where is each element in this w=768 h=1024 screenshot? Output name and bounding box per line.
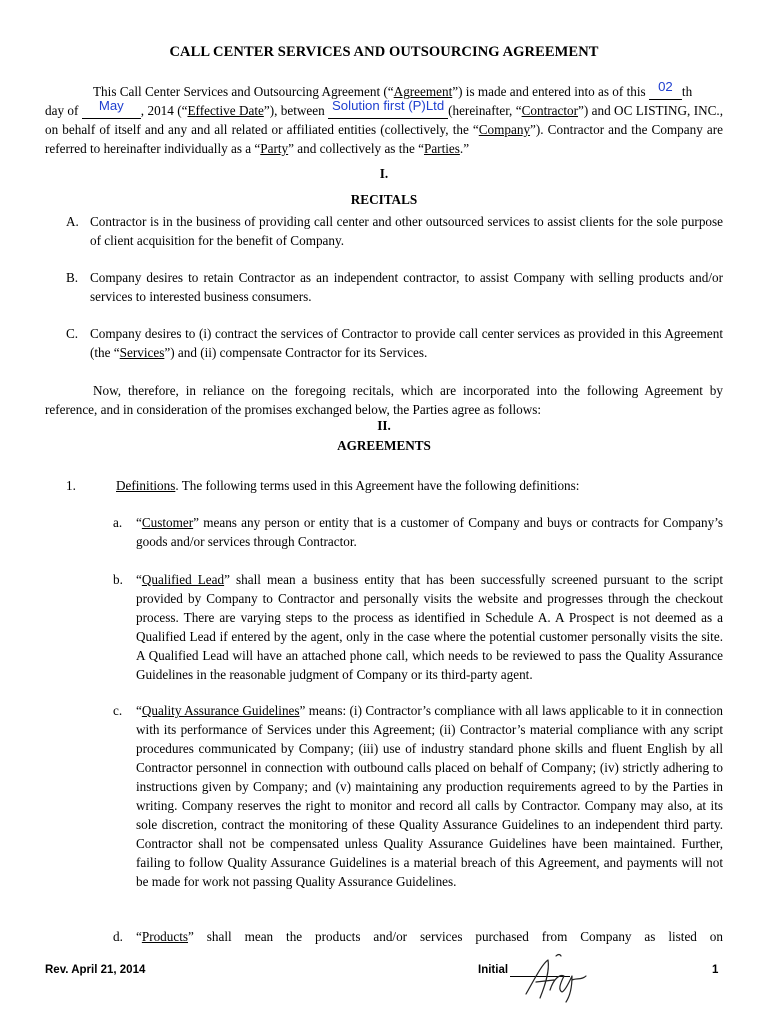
term-parties: Parties [423,141,460,156]
month-field[interactable]: May [82,104,141,119]
revision-date: Rev. April 21, 2014 [45,964,146,976]
term-agreement: Agreement [393,84,453,99]
recital-b: B. Company desires to retain Contractor as an independent contractor, to assist Company with selling products and/or services to interested business consumers. [66,270,723,304]
term-qualified-lead: Qualified Lead [141,572,225,587]
day-field[interactable]: 02 [649,85,682,100]
term-customer: Customer [141,515,194,530]
term-company: Company [478,122,531,137]
term-services: Services [119,345,165,360]
section-heading-agreements: AGREEMENTS [337,438,431,453]
now-therefore-paragraph: Now, therefore, in reliance on the foregoing recitals, which are incorporated into the following Agreement by reference, and in consideration of the promises exchanged below, the Parties agree as follows: [45,383,723,417]
term-quality-assurance-guidelines: Quality Assurance Guidelines [141,703,300,718]
section-heading-recitals: RECITALS [350,192,418,207]
recital-c: C. Company desires to (i) contract the services of Contractor to provide call center services as provided in this Agreement (the “Services”) and (ii) compensate Contractor for its Services. [66,326,723,360]
clause-1: 1. Definitions. The following terms used in this Agreement have the following definitions: [66,478,580,493]
signature-initial-icon [520,950,590,1006]
term-definitions: Definitions [116,478,176,493]
section-numeral-2: II. [377,418,391,433]
term-effective-date: Effective Date [187,103,264,118]
definition-a: a. “Customer” means any person or entity that is a customer of Company and buys or contracts for Company’s goods and/or services through Contractor. [113,515,723,549]
contractor-name-field[interactable]: Solution first (P)Ltd [328,104,448,119]
term-products: Products [141,929,189,944]
definition-d: d. “Products” shall mean the products and/or services purchased from Company as listed on [113,929,723,944]
initial-label: Initial [478,964,509,976]
term-contractor: Contractor [521,103,578,118]
page-number: 1 [712,964,719,976]
definition-c: c. “Quality Assurance Guidelines” means: (i) Contractor’s compliance with all laws applicable to it in connection with its performance of Services under this Agreement; (ii) Contractor’s material compliance with any script procedures communicated by Company; (iii) use of industry standard phone skills and fluent English by all Contractor personnel in connection with outbound calls placed on behalf of Company; (iv) strictly adhering to instructions given by Company; and (v) maintaining any production requirements agreed to by the Parties in writing. Company reserves the right to monitor and record all calls by Contractor. Company may also, at its sole discretion, contract the monitoring of these Quality Assurance Guidelines to an independent third party. Contractor shall not be compensated unless Quality Assurance Guidelines have been maintained. Further, failing to follow Quality Assurance Guidelines is a material breach of this Agreement, and payments will not be made for work not passing Quality Assurance Guidelines. [113,703,723,889]
document-title: CALL CENTER SERVICES AND OUTSOURCING AGREEMENT [169,44,599,60]
term-party: Party [260,141,289,156]
definition-b: b. “Qualified Lead” shall mean a business entity that has been successfully screened pursuant to the script provided by Company to Contractor and personally visits the website and progresses through the checkout process. There are varying steps to the process as identified in Schedule A. A Prospect is not deemed as a Qualified Lead if entered by the agent, only in the case where the potential customer personally visits the site. A Qualified Lead will have an attached phone call, which needs to be reviewed to pass the Quality Assurance Guidelines in the reasonable judgment of Company or its third-party agent. [113,572,723,682]
intro-paragraph: This Call Center Services and Outsourcing Agreement (“Agreement”) is made and entered into as of this 02 th day of May , 2014 (“Effective Date”), between Solution first (P)Ltd (hereinafter, “Contractor”) and OC LISTING, INC., on behalf of itself and any and all related or affiliated entities (collectively, the “Company”). Contractor and the Company are referred to hereinafter individually as a “Party” and collectively as the “Parties.” [45,79,724,156]
recital-a: A. Contractor is in the business of providing call center and other outsourced services to assist clients for the sole purpose of client acquisition for the benefit of Company. [66,214,723,248]
section-numeral-1: I. [379,166,389,181]
